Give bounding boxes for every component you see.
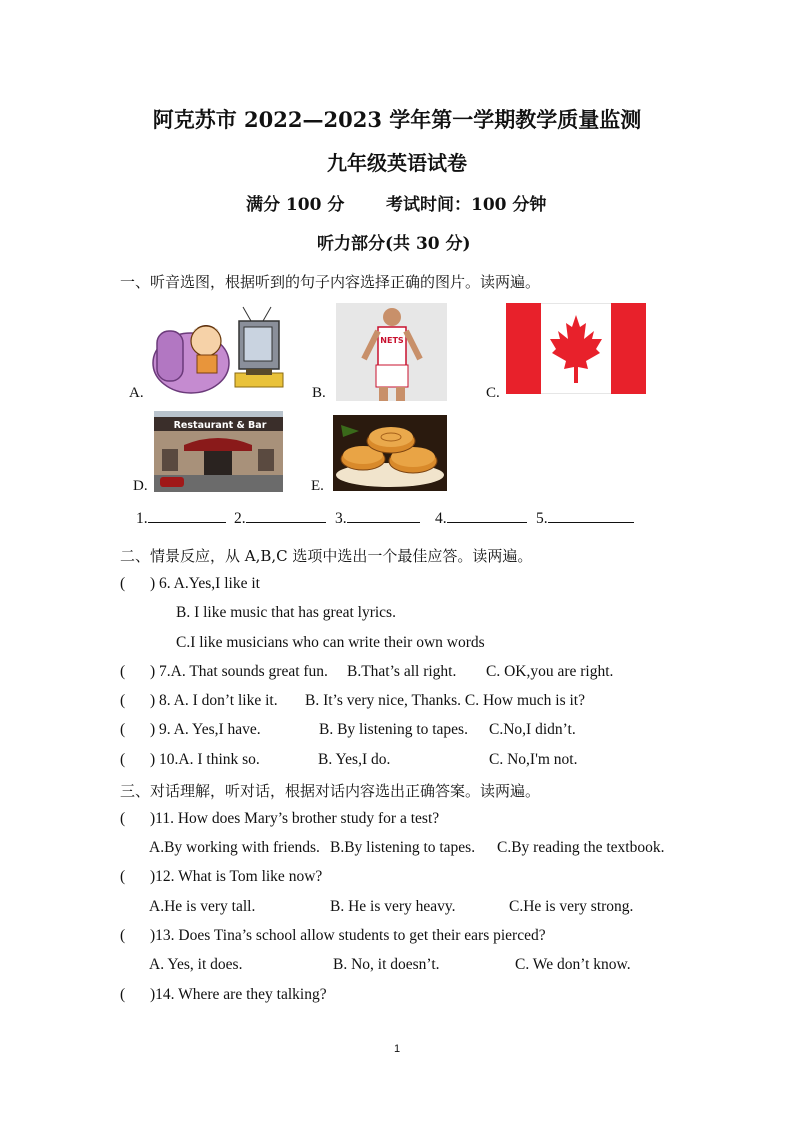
label-c: C. <box>486 385 500 401</box>
question-10-option-c: C. No,I'm not. <box>489 751 578 768</box>
answer-blank-5[interactable]: 5. <box>536 508 634 528</box>
question-12-option-c: C.He is very strong. <box>509 898 634 915</box>
question-13-option-b: B. No, it doesn’t. <box>333 956 440 973</box>
jersey-text: NETS <box>380 336 404 345</box>
question-11-option-c: C.By reading the textbook. <box>497 839 665 856</box>
page-number: 1 <box>394 1043 401 1055</box>
question-8: ( ) 8. A. I don’t like it. <box>120 692 278 709</box>
section1-instruction: 一、听音选图，根据听到的句子内容选择正确的图片。读两遍。 <box>120 273 541 291</box>
question-7: ( ) 7.A. That sounds great fun. <box>120 663 328 680</box>
picture-c-canada-flag <box>506 303 646 394</box>
picture-a-tv-cartoon <box>151 303 285 396</box>
picture-b-basketball-player <box>336 303 447 401</box>
answer-blank-2[interactable]: 2. <box>234 508 326 528</box>
picture-d-restaurant <box>154 411 283 492</box>
question-10-option-b: B. Yes,I do. <box>318 751 391 768</box>
question-13: ( )13. Does Tina’s school allow students to get their ears pierced? <box>120 927 546 944</box>
question-7-option-b: B.That’s all right. <box>347 663 457 680</box>
label-d: D. <box>133 478 148 494</box>
exam-title: 阿克苏市 2022—2023 学年第一学期教学质量监测 <box>152 107 642 132</box>
question-13-option-a: A. Yes, it does. <box>149 956 243 973</box>
question-9-option-c: C.No,I didn’t. <box>489 721 576 738</box>
question-12: ( )12. What is Tom like now? <box>120 868 323 885</box>
question-14: ( )14. Where are they talking? <box>120 986 327 1003</box>
exam-time: 考试时间：100 分钟 <box>386 195 547 215</box>
question-9: ( ) 9. A. Yes,I have. <box>120 721 261 738</box>
picture-e-mooncakes <box>333 415 447 491</box>
answer-blank-4[interactable]: 4. <box>435 508 527 528</box>
section2-instruction: 二、情景反应，从 A,B,C 选项中选出一个最佳应答。读两遍。 <box>120 547 533 565</box>
section3-instruction: 三、对话理解，听对话，根据对话内容选出正确答案。读两遍。 <box>120 782 541 800</box>
full-score: 满分 100 分 <box>246 195 345 215</box>
question-9-option-b: B. By listening to tapes. <box>319 721 468 738</box>
question-6: ( ) 6. A.Yes,I like it <box>120 575 260 592</box>
restaurant-sign: Restaurant & Bar <box>173 420 267 431</box>
label-b: B. <box>312 385 326 401</box>
question-6-option-b: B. I like music that has great lyrics. <box>176 604 396 621</box>
question-11-option-b: B.By listening to tapes. <box>330 839 476 856</box>
answer-blank-1[interactable]: 1. <box>136 508 226 528</box>
question-11: ( )11. How does Mary’s brother study for a test? <box>120 810 440 827</box>
exam-subtitle: 九年级英语试卷 <box>327 151 467 175</box>
label-a: A. <box>129 385 144 401</box>
question-12-option-b: B. He is very heavy. <box>330 898 456 915</box>
question-10: ( ) 10.A. I think so. <box>120 751 260 768</box>
question-12-option-a: A.He is very tall. <box>149 898 256 915</box>
label-e: E. <box>311 478 324 494</box>
question-11-option-a: A.By working with friends. <box>149 839 320 856</box>
listening-heading: 听力部分(共 30 分) <box>317 234 471 254</box>
question-7-option-c: C. OK,you are right. <box>486 663 614 680</box>
question-8-options-bc: B. It’s very nice, Thanks. C. How much is it? <box>305 692 585 709</box>
answer-blank-3[interactable]: 3. <box>335 508 420 528</box>
question-6-option-c: C.I like musicians who can write their own words <box>176 634 485 651</box>
question-13-option-c: C. We don’t know. <box>515 956 631 973</box>
